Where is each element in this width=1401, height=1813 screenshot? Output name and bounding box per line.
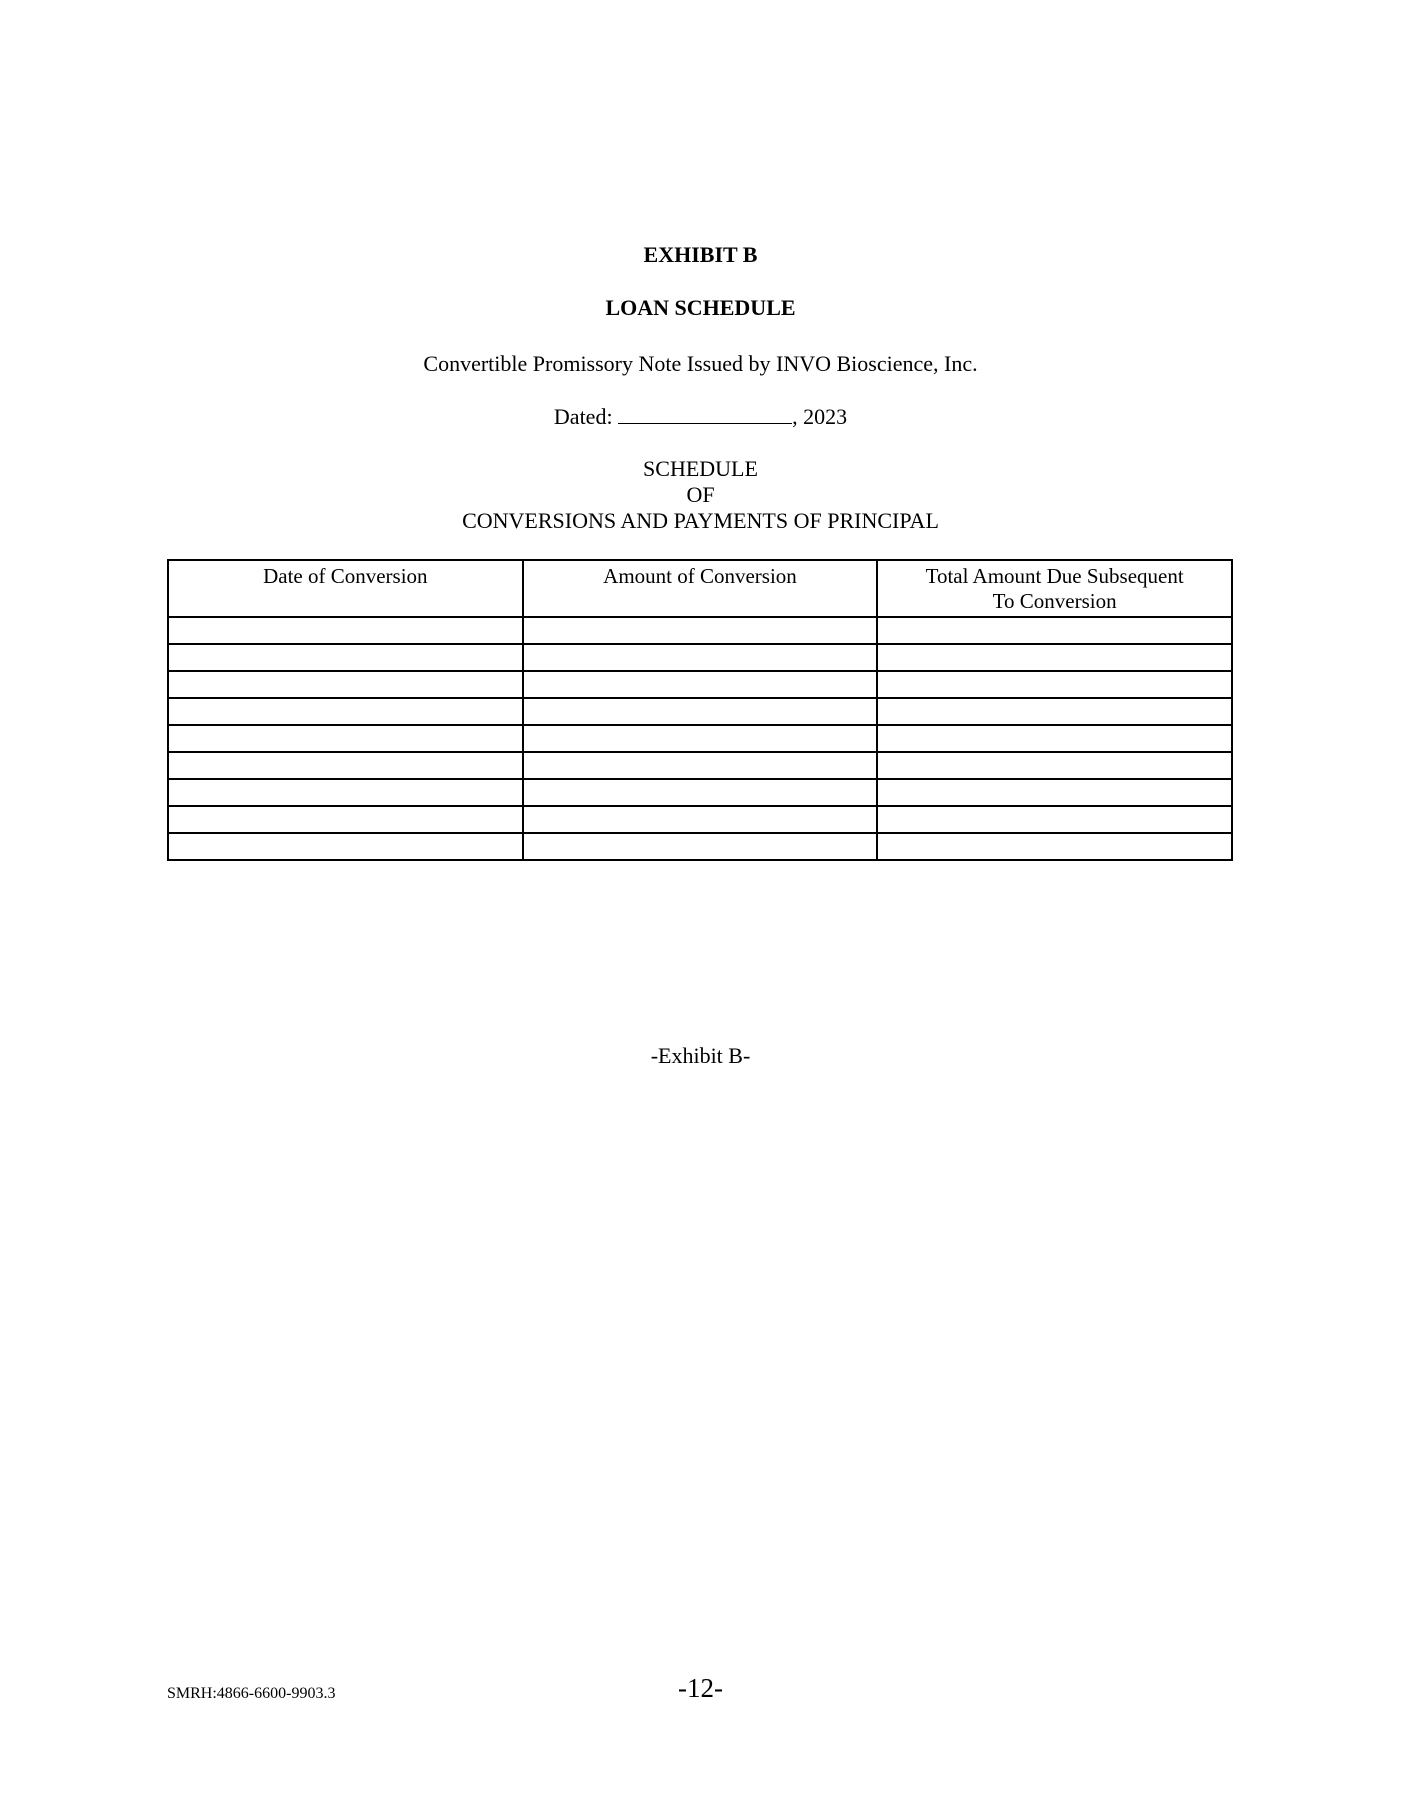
table-cell bbox=[168, 725, 523, 752]
heading-line: OF bbox=[686, 482, 715, 507]
table-row bbox=[168, 779, 1232, 806]
table-cell bbox=[168, 752, 523, 779]
column-header-total-due: Total Amount Due Subsequent To Conversion bbox=[877, 560, 1232, 617]
table-header-row bbox=[168, 560, 1232, 617]
footer-exhibit-label: -Exhibit B- bbox=[650, 1043, 751, 1068]
date-blank-line bbox=[618, 405, 792, 424]
table-cell bbox=[877, 644, 1232, 671]
table-cell bbox=[523, 698, 878, 725]
table-cell bbox=[168, 806, 523, 833]
column-header-date: Date of Conversion bbox=[168, 560, 523, 617]
table-row bbox=[168, 833, 1232, 860]
table-row bbox=[168, 698, 1232, 725]
document-id: SMRH:4866-6600-9903.3 bbox=[167, 1685, 336, 1702]
table-cell bbox=[523, 671, 878, 698]
heading-line: CONVERSIONS AND PAYMENTS OF PRINCIPAL bbox=[462, 508, 939, 533]
table-cell bbox=[877, 698, 1232, 725]
dated-year: , 2023 bbox=[792, 404, 848, 429]
schedule-heading bbox=[0, 456, 1401, 534]
table-cell bbox=[877, 752, 1232, 779]
exhibit-title: EXHIBIT B bbox=[643, 242, 758, 267]
table-cell bbox=[877, 806, 1232, 833]
table-cell bbox=[523, 725, 878, 752]
table-row bbox=[168, 752, 1232, 779]
page-number: -12- bbox=[678, 1673, 723, 1703]
schedule-title: LOAN SCHEDULE bbox=[605, 295, 796, 320]
table-cell bbox=[523, 644, 878, 671]
table-cell bbox=[168, 644, 523, 671]
table-cell bbox=[523, 617, 878, 644]
table-cell bbox=[877, 617, 1232, 644]
note-description: Convertible Promissory Note Issued by INVO Bioscience, Inc. bbox=[423, 351, 978, 376]
conversion-schedule-table bbox=[167, 559, 1233, 861]
table-cell bbox=[168, 833, 523, 860]
table-cell bbox=[168, 617, 523, 644]
table-cell bbox=[168, 671, 523, 698]
table-cell bbox=[877, 725, 1232, 752]
table-cell bbox=[168, 779, 523, 806]
column-header-amount: Amount of Conversion bbox=[523, 560, 878, 617]
table-cell bbox=[877, 671, 1232, 698]
table-cell bbox=[877, 833, 1232, 860]
table-row bbox=[168, 671, 1232, 698]
table-cell bbox=[168, 698, 523, 725]
dated-label: Dated: bbox=[553, 404, 613, 429]
table-cell bbox=[877, 779, 1232, 806]
table-cell bbox=[523, 752, 878, 779]
heading-line: SCHEDULE bbox=[643, 456, 758, 481]
table-row bbox=[168, 725, 1232, 752]
table-row bbox=[168, 617, 1232, 644]
table-cell bbox=[523, 833, 878, 860]
table-cell bbox=[523, 806, 878, 833]
table-row bbox=[168, 806, 1232, 833]
dated-line bbox=[0, 404, 1401, 430]
table-row bbox=[168, 644, 1232, 671]
table-cell bbox=[523, 779, 878, 806]
table-body bbox=[168, 617, 1232, 860]
